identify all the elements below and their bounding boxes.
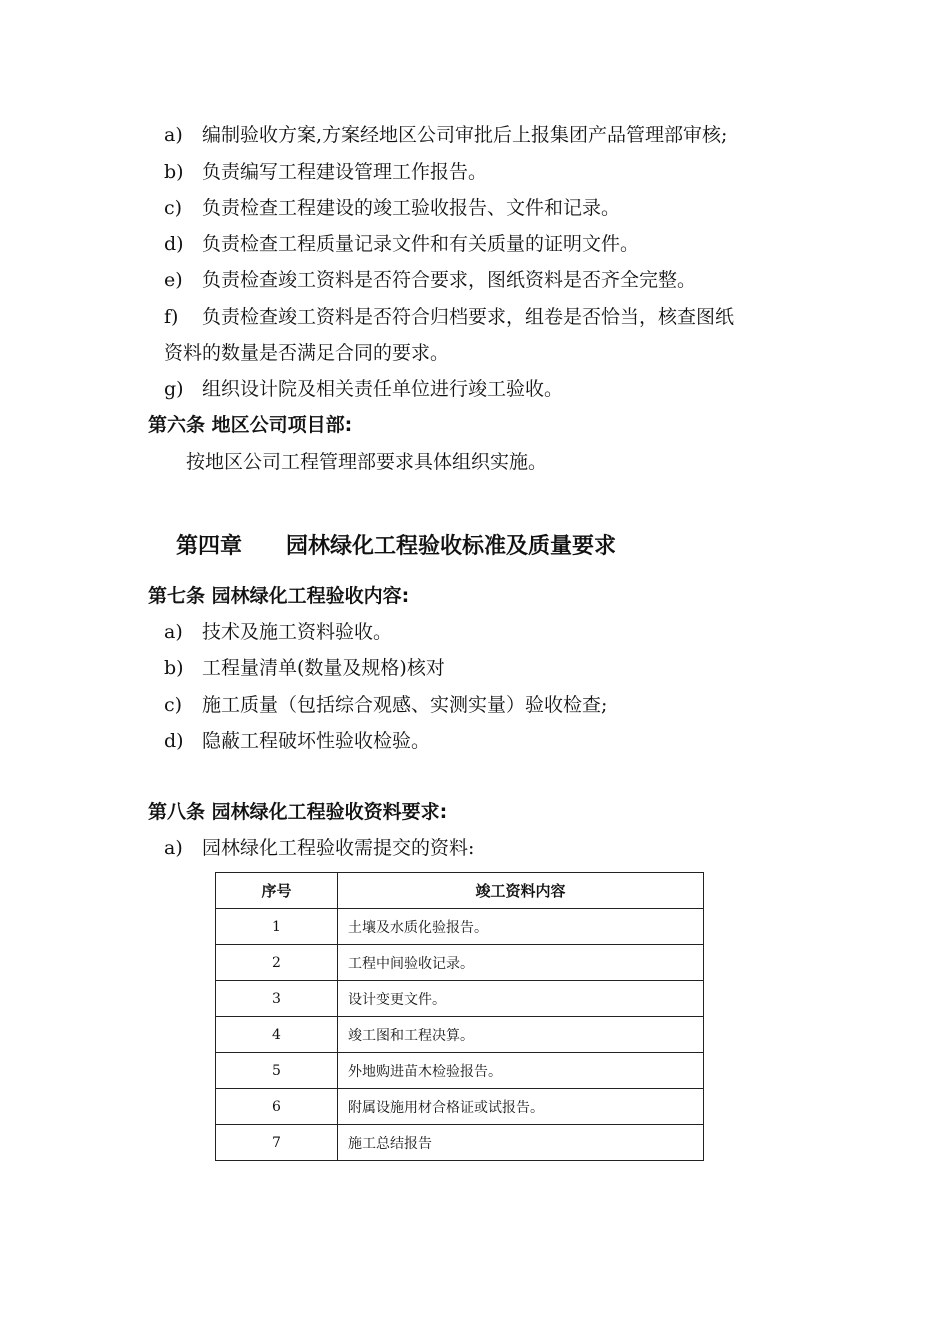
chapter-title: 园林绿化工程验收标准及质量要求 — [286, 534, 617, 559]
completion-documents-table — [215, 872, 704, 1161]
item-label: d) — [164, 233, 184, 255]
row-number: 3 — [216, 981, 338, 1017]
item-label: f) — [164, 306, 179, 328]
row-content: 工程中间验收记录。 — [338, 945, 704, 981]
row-number: 1 — [216, 909, 338, 945]
chapter-heading — [176, 536, 616, 558]
row-content: 竣工图和工程决算。 — [338, 1017, 704, 1053]
row-content: 施工总结报告 — [338, 1125, 704, 1161]
item-text: 园林绿化工程验收需提交的资料: — [202, 837, 475, 859]
item-text: 编制验收方案,方案经地区公司审批后上报集团产品管理部审核; — [202, 124, 728, 146]
article-8-title: 第八条 园林绿化工程验收资料要求: — [148, 801, 448, 823]
list-item-continuation: 资料的数量是否满足合同的要求。 — [164, 342, 450, 364]
table-row — [216, 1125, 704, 1161]
row-content: 外地购进苗木检验报告。 — [338, 1053, 704, 1089]
item-text: 负责检查竣工资料是否符合要求，图纸资料是否齐全完整。 — [202, 269, 697, 291]
row-number: 4 — [216, 1017, 338, 1053]
item-label: a) — [164, 124, 183, 146]
list-item — [164, 659, 445, 678]
list-item — [164, 380, 563, 399]
list-item — [164, 732, 430, 751]
table-row — [216, 1089, 704, 1125]
row-content: 土壤及水质化验报告。 — [338, 909, 704, 945]
table-row — [216, 945, 704, 981]
table-row — [216, 1053, 704, 1089]
list-item — [164, 696, 607, 715]
item-text: 负责检查工程质量记录文件和有关质量的证明文件。 — [202, 233, 640, 255]
table-row — [216, 1017, 704, 1053]
list-item — [164, 199, 620, 218]
chapter-number: 第四章 — [176, 534, 243, 559]
column-header: 序号 — [216, 873, 338, 909]
row-number: 6 — [216, 1089, 338, 1125]
item-text: 施工质量（包括综合观感、实测实量）验收检查; — [202, 694, 608, 716]
row-number: 5 — [216, 1053, 338, 1089]
item-label: c) — [164, 694, 183, 716]
table-row — [216, 981, 704, 1017]
row-number: 2 — [216, 945, 338, 981]
row-number: 7 — [216, 1125, 338, 1161]
item-label: c) — [164, 197, 183, 219]
item-label: d) — [164, 730, 184, 752]
row-content: 设计变更文件。 — [338, 981, 704, 1017]
row-content: 附属设施用材合格证或试报告。 — [338, 1089, 704, 1125]
list-item — [164, 623, 392, 642]
item-label: b) — [164, 161, 184, 183]
list-item — [164, 235, 639, 254]
list-item — [164, 839, 474, 858]
article-6-body: 按地区公司工程管理部要求具体组织实施。 — [186, 451, 548, 473]
item-text: 隐蔽工程破坏性验收检验。 — [202, 730, 431, 752]
list-item — [164, 126, 727, 145]
column-header: 竣工资料内容 — [338, 873, 704, 909]
table-row — [216, 909, 704, 945]
table-header-row — [216, 873, 704, 909]
item-text: 技术及施工资料验收。 — [202, 621, 393, 643]
list-item — [164, 163, 487, 182]
item-text: 工程量清单(数量及规格)核对 — [202, 657, 445, 679]
item-text: 组织设计院及相关责任单位进行竣工验收。 — [202, 378, 564, 400]
item-label: b) — [164, 657, 184, 679]
item-label: a) — [164, 621, 183, 643]
item-text: 负责检查工程建设的竣工验收报告、文件和记录。 — [202, 197, 621, 219]
article-6-title: 第六条 地区公司项目部: — [148, 414, 353, 436]
item-label: g) — [164, 378, 184, 400]
item-text: 负责检查竣工资料是否符合归档要求，组卷是否恰当，核查图纸 — [202, 306, 735, 328]
list-item — [164, 271, 696, 290]
article-7-title: 第七条 园林绿化工程验收内容: — [148, 585, 410, 607]
item-label: e) — [164, 269, 183, 291]
list-item — [164, 308, 734, 327]
item-label: a) — [164, 837, 183, 859]
item-text: 负责编写工程建设管理工作报告。 — [202, 161, 488, 183]
